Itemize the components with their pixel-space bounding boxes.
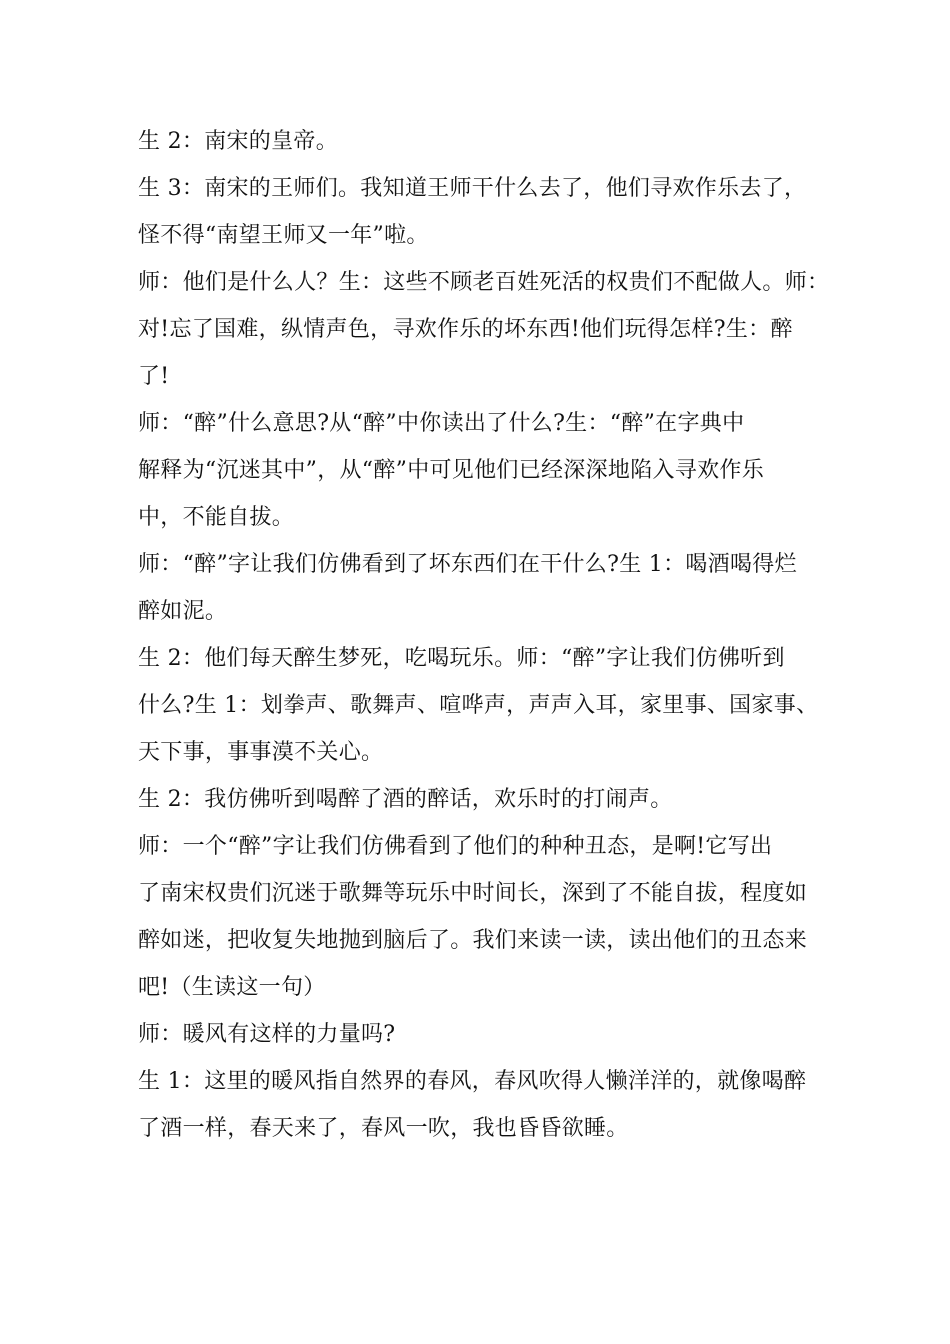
text-line: 生 2：他们每天醉生梦死，吃喝玩乐。师：“醉”字让我们仿佛听到 (138, 646, 785, 671)
text-line: 生 2：南宋的皇帝。 (138, 129, 338, 154)
text-line: 师：“醉”字让我们仿佛看到了坏东西们在干什么?生 1：喝酒喝得烂 (138, 552, 797, 577)
text-line: 生 3：南宋的王师们。我知道王师干什么去了，他们寻欢作乐去了， (138, 176, 807, 201)
text-line: 醉如泥。 (138, 599, 228, 624)
text-line: 了酒一样，春天来了，春风一吹，我也昏昏欲睡。 (138, 1116, 629, 1141)
text-line: 什么?生 1：划拳声、歌舞声、喧哗声，声声入耳，家里事、国家事、 (138, 693, 819, 718)
text-line: 怪不得“南望王师又一年”啦。 (138, 223, 429, 248)
text-line: 生 2：我仿佛听到喝醉了酒的醉话，欢乐时的打闹声。 (138, 787, 673, 812)
text-line: 师：暖风有这样的力量吗? (138, 1022, 396, 1047)
text-line: 对!忘了国难，纵情声色，寻欢作乐的坏东西!他们玩得怎样?生：醉 (138, 317, 793, 342)
text-line: 中，不能自拔。 (138, 505, 295, 530)
text-line: 师：他们是什么人？生：这些不顾老百姓死活的权贵们不配做人。师： (138, 270, 830, 295)
document-body (138, 118, 828, 1152)
text-line: 解释为“沉迷其中”，从“醉”中可见他们已经深深地陷入寻欢作乐 (138, 458, 764, 483)
text-line: 师：一个“醉”字让我们仿佛看到了他们的种种丑态，是啊!它写出 (138, 834, 773, 859)
text-line: 师：“醉”什么意思?从“醉”中你读出了什么?生：“醉”在字典中 (138, 411, 745, 436)
text-line: 了南宋权贵们沉迷于歌舞等玩乐中时间长，深到了不能自拔，程度如 (138, 881, 808, 906)
text-line: 天下事，事事漠不关心。 (138, 740, 384, 765)
text-line: 了! (138, 364, 170, 389)
text-line: 生 1：这里的暖风指自然界的春风，春风吹得人懒洋洋的，就像喝醉 (138, 1069, 807, 1094)
text-line: 吧!（生读这一句） (138, 975, 326, 1000)
text-line: 醉如迷，把收复失地抛到脑后了。我们来读一读，读出他们的丑态来 (138, 928, 808, 953)
